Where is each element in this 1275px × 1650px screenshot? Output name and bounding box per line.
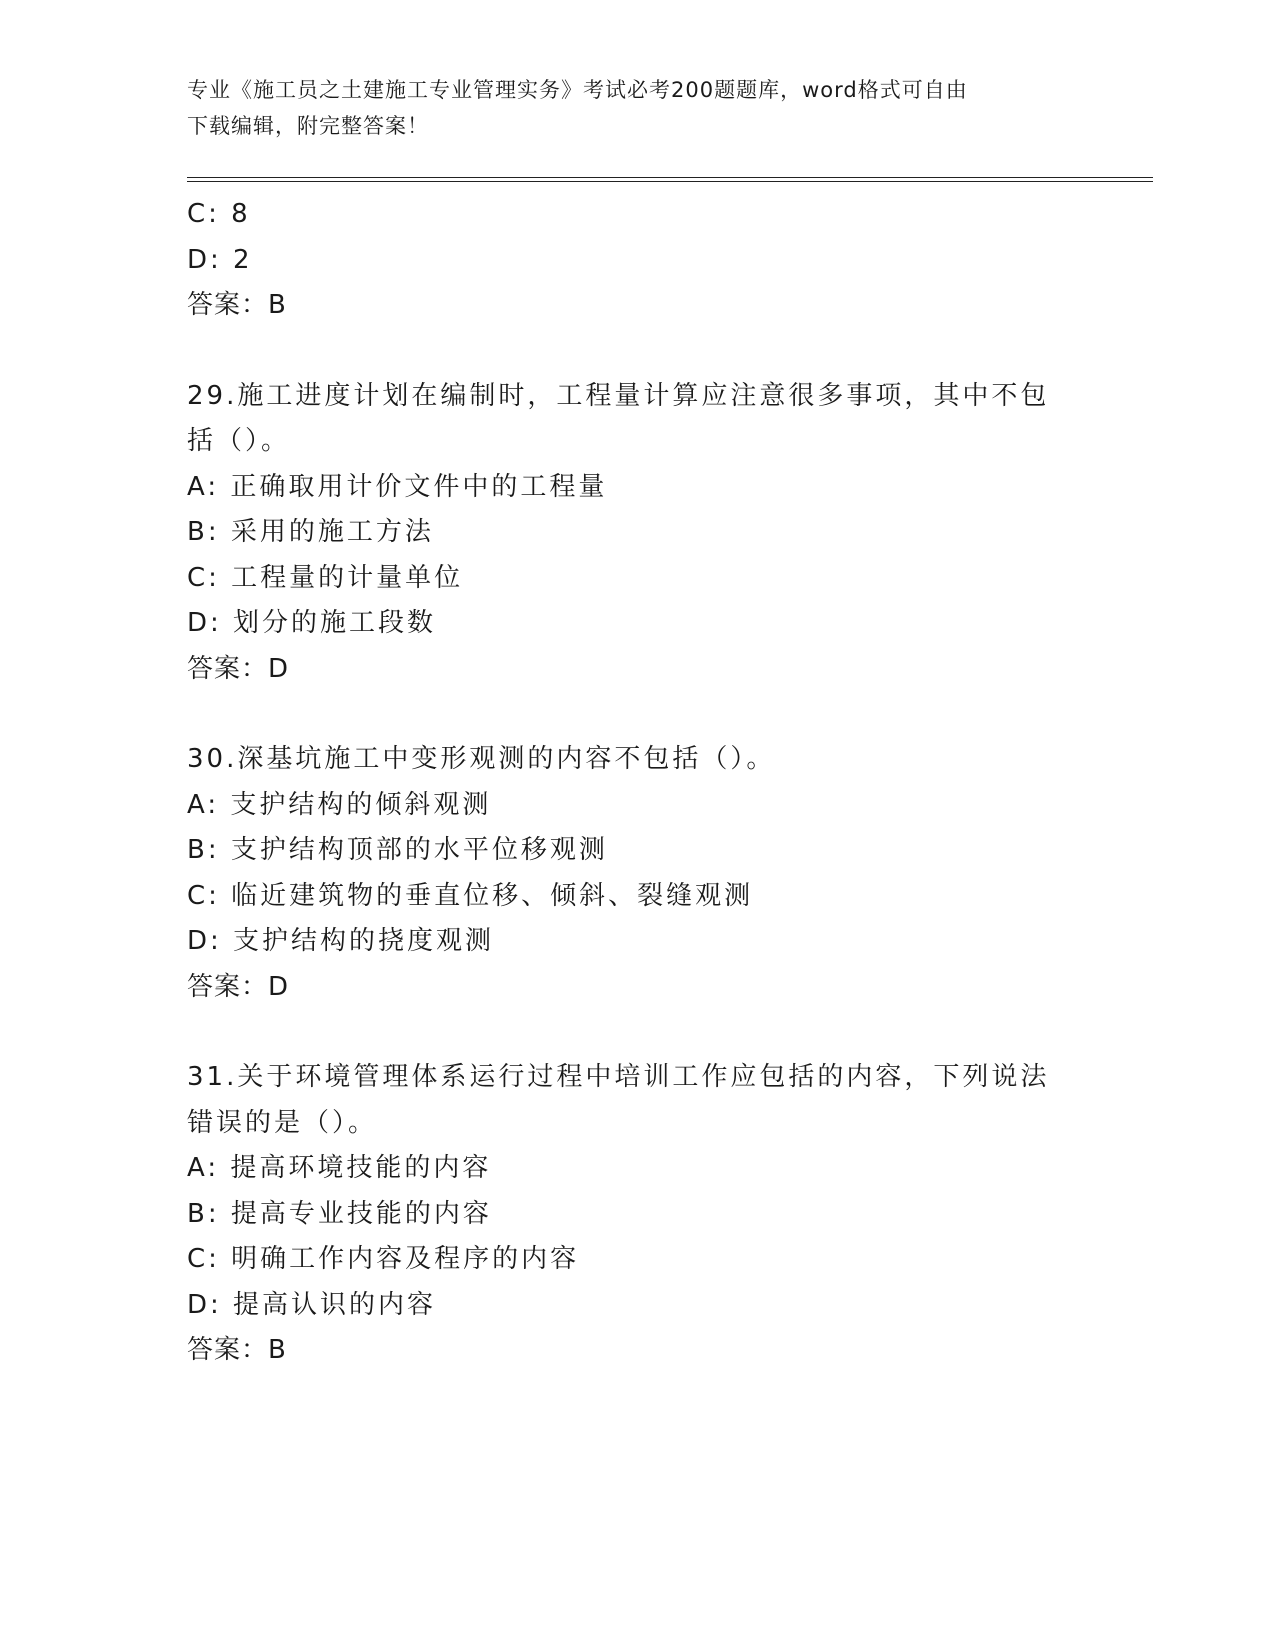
document-header <box>187 72 1067 144</box>
header-divider <box>187 177 1153 182</box>
option-a: A: 提高环境技能的内容 <box>187 1153 492 1183</box>
previous-question-tail <box>187 192 1087 329</box>
option-d: D: 划分的施工段数 <box>187 608 437 638</box>
option-a: A: 支护结构的倾斜观测 <box>187 789 492 820</box>
answer-line: 答案：B <box>187 1335 287 1365</box>
option-c: C: 临近建筑物的垂直位移、倾斜、裂缝观测 <box>187 880 754 911</box>
answer-line: 答案：D <box>187 971 290 1002</box>
option-d: D: 2 <box>187 244 253 275</box>
spacer <box>187 1010 1087 1055</box>
option-c: C: 明确工作内容及程序的内容 <box>187 1244 580 1274</box>
question-31 <box>187 1055 1087 1374</box>
header-line-1: 专业《施工员之土建施工专业管理实务》考试必考200题题库，word格式可自由 <box>187 78 968 102</box>
header-line-2: 下载编辑，附完整答案！ <box>187 114 429 138</box>
spacer <box>187 329 1087 374</box>
option-b: B: 支护结构顶部的水平位移观测 <box>187 835 608 865</box>
option-a: A: 正确取用计价文件中的工程量 <box>187 471 608 502</box>
question-text: 29.施工进度计划在编制时，工程量计算应注意很多事项，其中不包括（）。 <box>187 380 1050 456</box>
option-d: D: 提高认识的内容 <box>187 1289 437 1320</box>
question-text: 31.关于环境管理体系运行过程中培训工作应包括的内容，下列说法错误的是（）。 <box>187 1062 1050 1138</box>
question-29 <box>187 374 1087 693</box>
option-c: C: 工程量的计量单位 <box>187 562 464 593</box>
option-b: B: 采用的施工方法 <box>187 517 434 547</box>
spacer <box>187 692 1087 737</box>
question-text: 30.深基坑施工中变形观测的内容不包括（）。 <box>187 744 776 774</box>
option-c: C: 8 <box>187 199 251 229</box>
answer-line: 答案：B <box>187 290 287 320</box>
question-30 <box>187 737 1087 1010</box>
option-b: B: 提高专业技能的内容 <box>187 1198 492 1229</box>
document-body <box>187 192 1087 1374</box>
answer-line: 答案：D <box>187 653 290 684</box>
option-d: D: 支护结构的挠度观测 <box>187 926 495 956</box>
